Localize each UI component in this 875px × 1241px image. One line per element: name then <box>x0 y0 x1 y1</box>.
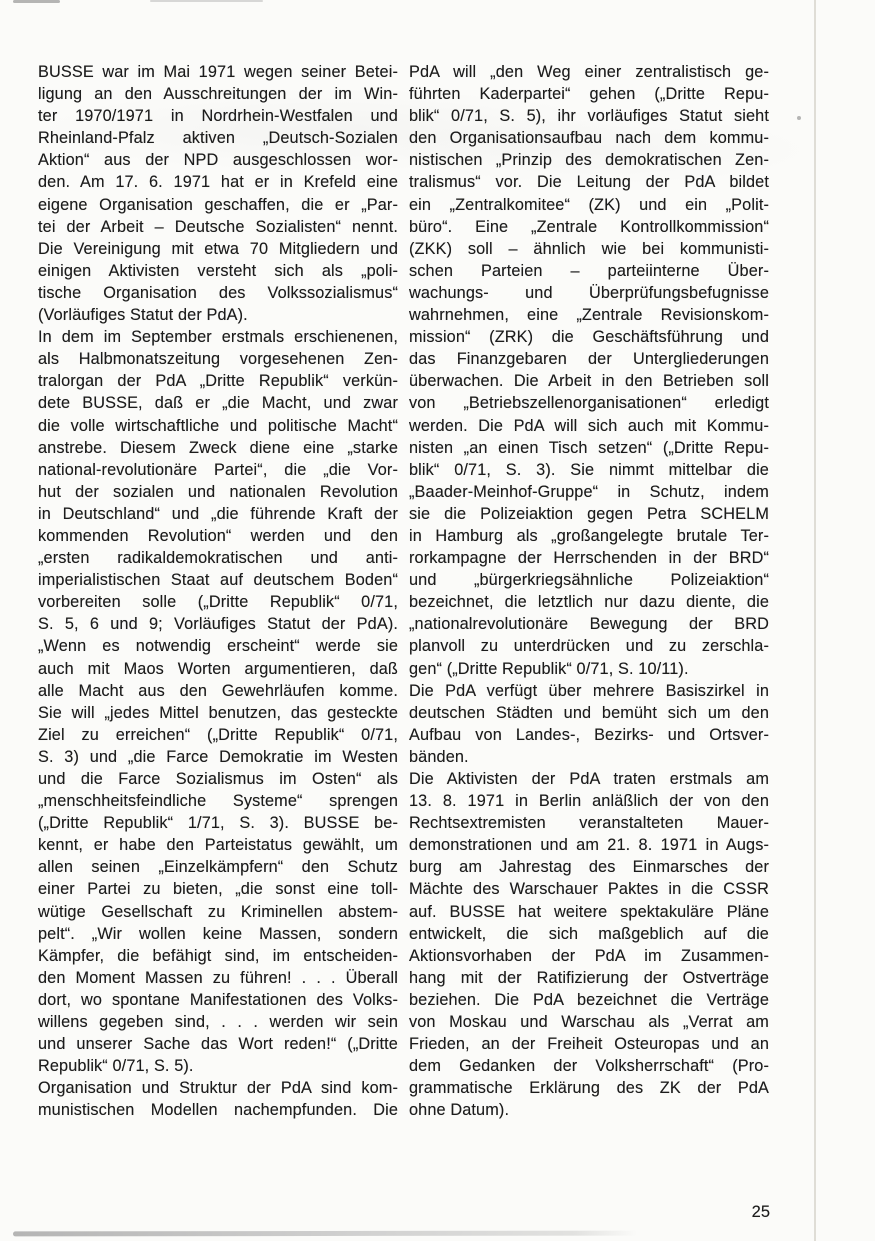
text-line: Mächte des Warschauer Paktes in die CSSR <box>409 880 769 899</box>
text-line: 13. 8. 1971 in Berlin anläßlich der von den <box>409 792 769 811</box>
text-line: bänden. <box>409 747 469 766</box>
scan-artifact-bottom-line <box>13 1231 637 1237</box>
text-line: Die Aktivisten der PdA traten erstmals am <box>409 770 769 788</box>
text-line: deutschen Städten und bemüht sich um den <box>409 703 769 722</box>
text-line: und unserer Sache das Wort reden!“ („Dritte <box>38 1035 398 1054</box>
text-line: Rechtsextremisten veranstalteten Mauer- <box>409 814 769 833</box>
text-line: blik“ 0/71, S. 5), ihr vorläufiges Statut sieht <box>409 107 769 126</box>
text-line: PdA will „den Weg einer zentralistisch ge- <box>409 63 769 81</box>
text-line: wachungs- und Überprüfungsbefugnisse <box>409 283 769 302</box>
text-line: kennt, er habe den Parteistatus gewählt, um <box>38 836 398 855</box>
scan-artifact-ink-dot <box>797 116 801 120</box>
text-line: tische Organisation des Volkssozialismus“ <box>38 283 398 302</box>
scan-artifact-right-fold-line <box>814 0 816 1241</box>
text-line: ohne Datum). <box>409 1101 510 1120</box>
scan-artifact-top-mid-streak <box>150 0 263 2</box>
text-line: dete BUSSE, daß er „die Macht, und zwar <box>38 394 398 413</box>
text-line: munistischen Modellen nachempfunden. Die <box>38 1101 398 1120</box>
text-line: und „bürgerkriegsähnliche Polizeiaktion“ <box>409 571 769 590</box>
text-line: grammatische Erklärung des ZK der PdA <box>409 1079 769 1098</box>
text-line: nisten „an einen Tisch setzen“ („Dritte Repu- <box>409 438 769 457</box>
text-line: mission“ (ZRK) die Geschäftsführung und <box>409 328 769 347</box>
text-line: „ersten radikaldemokratischen und anti- <box>38 549 398 568</box>
text-line: In dem im September erstmals erschienenen, <box>38 328 398 347</box>
text-line: alle Macht aus den Gewehrläufen komme. <box>38 681 398 700</box>
text-line: einer Partei zu bieten, „die sonst eine toll- <box>38 880 398 899</box>
text-line: tralismus“ vor. Die Leitung der PdA bildet <box>409 173 769 192</box>
text-line: „Wenn es notwendig erscheint“ werde sie <box>38 637 398 656</box>
text-line: BUSSE war im Mai 1971 wegen seiner Betei- <box>38 63 398 81</box>
text-line: demonstrationen und am 21. 8. 1971 in Augs- <box>409 836 769 855</box>
text-line: werden. Die PdA will sich auch mit Kommu- <box>409 416 769 435</box>
text-column-right <box>409 61 769 1122</box>
text-line: in Hamburg als „großangelegte brutale Ter- <box>409 526 769 545</box>
text-line: „Baader-Meinhof-Gruppe“ in Schutz, indem <box>409 482 769 501</box>
text-line: Kämpfer, die befähigt sind, im entscheiden- <box>38 946 398 965</box>
text-line: eigene Organisation geschaffen, die er „Par- <box>38 195 398 214</box>
text-line: kommenden Revolution“ werden und den <box>38 526 398 545</box>
text-line: Sie will „jedes Mittel benutzen, das gesteckte <box>38 703 398 722</box>
text-line: das Finanzgebaren der Untergliederungen <box>409 350 769 369</box>
text-line: entwickelt, die sich maßgeblich auf die <box>409 924 769 943</box>
text-line: Aufbau von Landes-, Bezirks- und Ortsver- <box>409 725 769 744</box>
scan-artifact-top-left-streak <box>13 0 60 3</box>
text-line: dort, wo spontane Manifestationen des Volks- <box>38 990 398 1009</box>
text-line: auch mit Maos Worten argumentieren, daß <box>38 659 398 678</box>
text-line: national-revolutionäre Partei“, die „die Vor- <box>38 460 398 479</box>
text-line: pelt“. „Wir wollen keine Massen, sondern <box>38 924 398 943</box>
text-line: ter 1970/1971 in Nordrhein-Westfalen und <box>38 107 398 126</box>
text-line: Die PdA verfügt über mehrere Basiszirkel in <box>409 681 769 700</box>
text-line: S. 3) und „die Farce Demokratie im Westen <box>38 747 398 766</box>
text-line: den. Am 17. 6. 1971 hat er in Krefeld eine <box>38 173 398 192</box>
text-line: (Vorläufiges Statut der PdA). <box>38 306 248 325</box>
text-line: büro“. Eine „Zentrale Kontrollkommission“ <box>409 217 769 236</box>
text-line: „nationalrevolutionäre Bewegung der BRD <box>409 615 769 634</box>
text-line: und die Farce Sozialismus im Osten“ als <box>38 770 398 788</box>
text-line: Rheinland-Pfalz aktiven „Deutsch-Sozialen <box>38 129 398 148</box>
text-line: beziehen. Die PdA bezeichnet die Verträge <box>409 990 769 1009</box>
text-line: anstrebe. Diesem Zweck diene eine „starke <box>38 438 398 457</box>
text-line: „menschheitsfeindliche Systeme“ sprengen <box>38 792 398 811</box>
text-line: planvoll zu unterdrücken und zu zerschla- <box>409 637 769 656</box>
text-line: den Organisationsaufbau nach dem kommu- <box>409 129 769 148</box>
text-line: wahrnehmen, eine „Zentrale Revisionskom- <box>409 306 769 325</box>
two-column-text-block <box>38 61 769 1122</box>
text-line: Die Vereinigung mit etwa 70 Mitgliedern und <box>38 239 398 258</box>
text-line: Organisation und Struktur der PdA sind kom- <box>38 1079 398 1098</box>
text-line: rorkampagne der Herrschenden in der BRD“ <box>409 549 769 568</box>
text-line: in Deutschland“ und „die führende Kraft der <box>38 504 398 523</box>
text-line: burg am Jahrestag des Einmarsches der <box>409 858 769 877</box>
text-line: imperialistischen Staat auf deutschem Boden“ <box>38 571 398 590</box>
text-line: ligung an den Ausschreitungen der im Win- <box>38 85 398 104</box>
text-line: (ZKK) soll – ähnlich wie bei kommunisti- <box>409 239 769 258</box>
text-line: Republik“ 0/71, S. 5). <box>38 1057 194 1076</box>
text-line: hut der sozialen und nationalen Revolution <box>38 482 398 501</box>
text-line: überwachen. Die Arbeit in den Betrieben soll <box>409 372 769 391</box>
text-line: S. 5, 6 und 9; Vorläufiges Statut der PdA). <box>38 615 398 634</box>
text-line: als Halbmonatszeitung vorgesehenen Zen- <box>38 350 398 369</box>
text-line: einigen Aktivisten versteht sich als „poli- <box>38 261 398 280</box>
text-line: Ziel zu erreichen“ („Dritte Republik“ 0/71, <box>38 725 398 744</box>
text-line: nistischen „Prinzip des demokratischen Zen- <box>409 151 769 170</box>
text-line: ein „Zentralkomitee“ (ZK) und ein „Polit- <box>409 195 769 214</box>
text-line: den Moment Massen zu führen! . . . Überall <box>38 968 398 987</box>
text-line: allen seinen „Einzelkämpfern“ den Schutz <box>38 858 398 877</box>
text-line: sie die Polizeiaktion gegen Petra SCHELM <box>409 504 769 523</box>
text-line: von „Betriebszellenorganisationen“ erledigt <box>409 394 769 413</box>
text-line: willens gegeben sind, . . . werden wir sein <box>38 1013 398 1032</box>
text-line: Aktion“ aus der NPD ausgeschlossen wor- <box>38 151 398 170</box>
text-line: blik“ 0/71, S. 3). Sie nimmt mittelbar die <box>409 460 769 479</box>
text-line: („Dritte Republik“ 1/71, S. 3). BUSSE be- <box>38 814 398 833</box>
text-line: vorbereiten solle („Dritte Republik“ 0/71, <box>38 593 398 612</box>
text-line: Aktionsvorhaben der PdA im Zusammen- <box>409 946 769 965</box>
text-line: tralorgan der PdA „Dritte Republik“ verkün- <box>38 372 398 391</box>
text-column-left <box>38 61 398 1122</box>
text-line: auf. BUSSE hat weitere spektakuläre Pläne <box>409 902 769 921</box>
text-line: bezeichnet, die letztlich nur dazu diente, die <box>409 593 769 612</box>
text-line: von Moskau und Warschau als „Verrat am <box>409 1013 769 1032</box>
text-line: tei der Arbeit – Deutsche Sozialisten“ nennt. <box>38 217 398 236</box>
text-line: hang mit der Ratifizierung der Ostverträge <box>409 968 769 987</box>
text-line: dem Gedanken der Volksherrschaft“ (Pro- <box>409 1057 769 1076</box>
text-line: Frieden, an der Freiheit Osteuropas und an <box>409 1035 769 1054</box>
page-number: 25 <box>751 1203 770 1221</box>
text-line: führten Kaderpartei“ gehen („Dritte Repu- <box>409 85 769 104</box>
text-line: gen“ („Dritte Republik“ 0/71, S. 10/11). <box>409 659 689 678</box>
text-line: die volle wirtschaftliche und politische Macht“ <box>38 416 398 435</box>
text-line: schen Parteien – parteiinterne Über- <box>409 261 769 280</box>
text-line: wütige Gesellschaft zu Kriminellen abstem- <box>38 902 398 921</box>
